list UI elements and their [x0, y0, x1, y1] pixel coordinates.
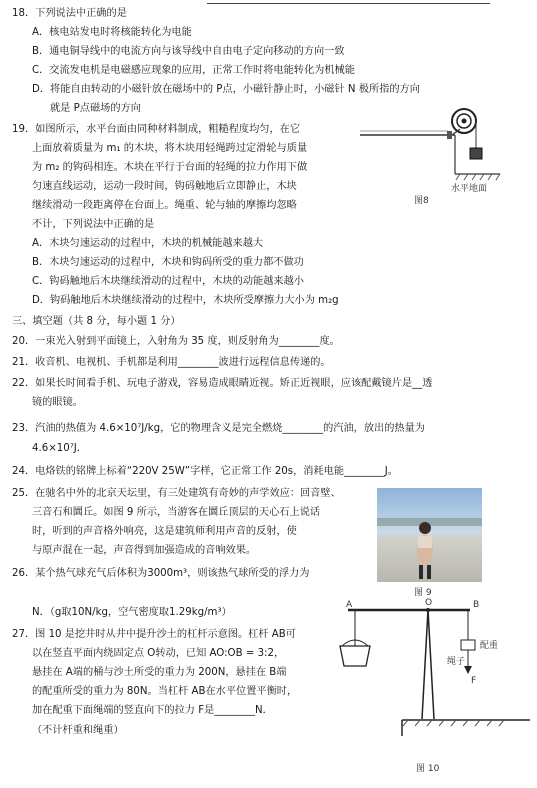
q25-line-2: 三音石和圜丘。如图 9 所示，当游客在圜丘顶层的天心石上说话	[32, 507, 321, 518]
q23-line-2: 4.6×10⁷J．	[32, 443, 87, 454]
q21-text: 21．收音机、电视机、手机都是利用________波进行远程信息传递的。	[12, 357, 331, 368]
figure-10-label-o: O	[425, 598, 433, 608]
q24-text: 24．电烙铁的铭牌上标着“220V 25W”字样，它正常工作 20s，消耗电能________J。	[12, 466, 398, 477]
q22-line-2: 镜的眼镜。	[32, 397, 83, 408]
figure-9-photo	[377, 488, 482, 582]
figure-10-label-force: F	[471, 676, 477, 686]
figure-10-label-a: A	[346, 600, 353, 610]
figure-10-caption: 图 10	[416, 764, 440, 774]
section-title: 三、填空题（共 8 分，每小题 1 分）	[12, 316, 181, 327]
q18-option-c: C．交流发电机是电磁感应现象的应用，正常工作时将电能转化为机械能	[32, 65, 355, 76]
q18-option-d-cont: 就是 P点磁场的方向	[50, 103, 141, 114]
q26-line-2: N．（g取10N/kg，空气密度取1.29kg/m³）	[32, 607, 232, 618]
q19-option-c: C．钩码触地后木块继续滑动的过程中，木块的动能越来越小	[32, 276, 304, 287]
q19-line-5: 继续滑动一段距离停在台面上。绳重、轮与轴的摩擦均忽略	[32, 200, 297, 211]
q20-text: 20．一束光入射到平面镜上，入射角为 35 度，则反射角为________度。	[12, 336, 340, 347]
q27-line-2: 以在竖直平面内绕固定点 O转动，已知 AO:OB = 3:2，	[32, 648, 285, 659]
q18-stem: 18．下列说法中正确的是	[12, 8, 127, 19]
q18-option-d: D．将能自由转动的小磁针放在磁场中的 P点，小磁针静止时，小磁针 N 极所指的方向	[32, 84, 420, 95]
q19-line-2: 上面放着质量为 m₁ 的木块，将木块用轻绳跨过定滑轮与质量	[32, 143, 308, 154]
q27-line-4: 的配重所受的重力为 80N。当杠杆 AB在水平位置平衡时，	[32, 686, 298, 697]
q19-option-b: B．木块匀速运动的过程中，木块和钩码所受的重力都不做功	[32, 257, 304, 268]
q27-line-5: 加在配重下面绳端的竖直向下的拉力 F是________N．	[32, 705, 273, 716]
q25-line-3: 时，听到的声音格外响亮，这是建筑师利用声音的反射，使	[32, 526, 297, 537]
q25-line-1: 25．在驰名中外的北京天坛里，有三处建筑有奇妙的声学效应：回音壁、	[12, 488, 341, 499]
q18-option-b: B．通电铜导线中的电流方向与该导线中自由电子定向移动的方向一致	[32, 46, 345, 57]
figure-8-ground-label: 水平地面	[451, 184, 488, 194]
figure-10-label-b: B	[473, 600, 480, 610]
top-rule	[207, 3, 490, 4]
q27-line-1: 27．图 10 是挖井时从井中提升沙土的杠杆示意图。杠杆 AB可	[12, 629, 296, 640]
q19-line-1: 19．如图所示，水平台面由同种材料制成，粗糙程度均匀，在它	[12, 124, 301, 135]
figure-9-caption: 图 9	[414, 588, 432, 598]
q19-line-6: 不计，下列说法中正确的是	[32, 219, 155, 230]
q19-option-a: A．木块匀速运动的过程中，木块的机械能越来越大	[32, 238, 264, 249]
q18-option-a: A．核电站发电时将核能转化为电能	[32, 27, 192, 38]
figure-8-caption: 图8	[414, 196, 429, 206]
q19-line-3: 为 m₂ 的钩码相连。木块在平行于台面的轻绳的拉力作用下做	[32, 162, 308, 173]
figure-10-lever-diagram	[330, 596, 530, 736]
q19-line-4: 匀速直线运动，运动一段时间，钩码触地后立即静止，木块	[32, 181, 297, 192]
q19-option-d: D．钩码触地后木块继续滑动的过程中，木块所受摩擦力大小为 m₂g	[32, 295, 339, 306]
q23-line-1: 23．汽油的热值为 4.6×10⁷J/kg，它的物理含义是完全燃烧________的汽油，放出的热量为	[12, 423, 425, 434]
q27-line-6: （不计杆重和绳重）	[32, 725, 124, 736]
q26-line-1: 26．某个热气球充气后体积为3000m³，则该热气球所受的浮力为	[12, 568, 310, 579]
figure-10-label-weight: 配重	[480, 641, 499, 651]
q27-line-3: 悬挂在 A端的桶与沙土所受的重力为 200N，悬挂在 B端	[32, 667, 287, 678]
q25-line-4: 与原声混在一起，声音得到加强造成的音响效果。	[32, 545, 257, 556]
figure-10-label-rope: 绳子	[447, 657, 466, 667]
q22-line-1: 22．如果长时间看手机、玩电子游戏，容易造成眼睛近视。矫正近视眼，应该配戴镜片是__透	[12, 378, 433, 389]
